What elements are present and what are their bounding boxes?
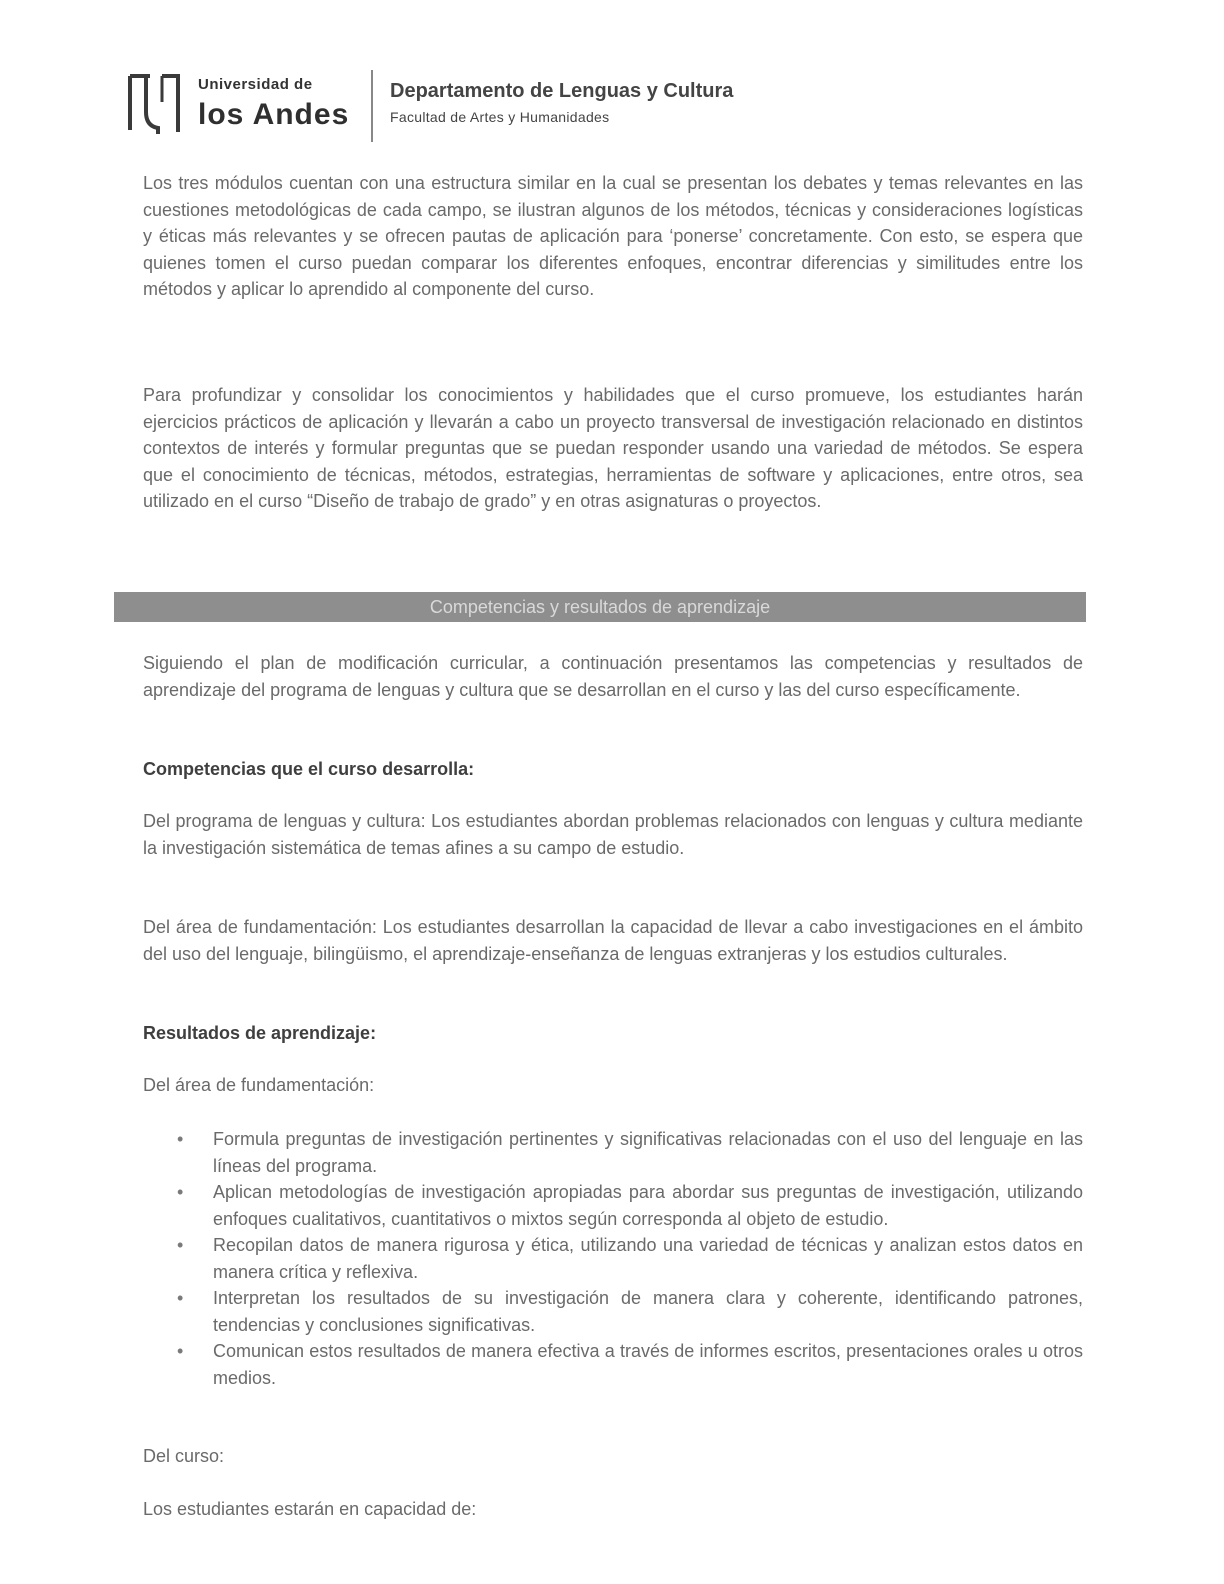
department-name: Departamento de Lenguas y Cultura bbox=[390, 80, 734, 102]
section-band-title: Competencias y resultados de aprendizaje bbox=[114, 592, 1086, 622]
list-item-text: Interpretan los resultados de su investigación de manera clara y coherente, identificando patrones, tendencias y conclusiones significativas. bbox=[213, 1288, 1083, 1335]
paragraph-program-competency: Del programa de lenguas y cultura: Los estudiantes abordan problemas relacionados con lenguas y cultura mediante la investigación sistemática de temas afines a su campo de estudio. bbox=[143, 811, 1083, 858]
list-item-text: Comunican estos resultados de manera efectiva a través de informes escritos, presentaciones orales u otros medios. bbox=[213, 1341, 1083, 1388]
bullet-icon: • bbox=[177, 1288, 184, 1308]
paragraph-area-competency: Del área de fundamentación: Los estudiantes desarrollan la capacidad de llevar a cabo investigaciones en el ámbito del uso del lenguaje, bilingüismo, el aprendizaje-enseñanza de lenguas extranjeras y los estudios culturales. bbox=[143, 917, 1083, 964]
list-item bbox=[143, 1179, 1083, 1232]
faculty-name: Facultad de Artes y Humanidades bbox=[390, 109, 610, 125]
paragraph-course-label: Del curso: bbox=[143, 1446, 225, 1466]
list-item-text: Recopilan datos de manera rigurosa y ética, utilizando una variedad de técnicas y analizan estos datos en manera crítica y reflexiva. bbox=[213, 1235, 1083, 1282]
page-header bbox=[128, 70, 828, 142]
list-item bbox=[143, 1285, 1083, 1338]
paragraph-practice: Para profundizar y consolidar los conocimientos y habilidades que el curso promueve, los estudiantes harán ejercicios prácticos de aplicación y llevarán a cabo un proyecto transversal de investigación relacionado en distintos contextos de interés y formular preguntas que se puedan responder usando una variedad de métodos. Se espera que el conocimiento de técnicas, métodos, estrategias, herramientas de software y aplicaciones, entre otros, sea utilizado en el curso “Diseño de trabajo de grado” y en otras asignaturas o proyectos. bbox=[143, 385, 1083, 511]
department-block bbox=[390, 78, 810, 130]
paragraph-competencies-intro: Siguiendo el plan de modificación curricular, a continuación presentamos las competencias y resultados de aprendizaje del programa de lenguas y cultura que se desarrollan en el curso y las del curso específicamente. bbox=[143, 653, 1083, 700]
list-item-text: Formula preguntas de investigación pertinentes y significativas relacionadas con el uso del lenguaje en las líneas del programa. bbox=[213, 1129, 1083, 1176]
logo-line-2: los Andes bbox=[198, 98, 350, 131]
heading-competencies: Competencias que el curso desarrolla: bbox=[143, 759, 475, 779]
bullet-icon: • bbox=[177, 1341, 184, 1361]
paragraph-area-label: Del área de fundamentación: bbox=[143, 1075, 375, 1095]
outcomes-list bbox=[143, 1126, 1083, 1391]
paragraph-course-capacity: Los estudiantes estarán en capacidad de: bbox=[143, 1499, 477, 1519]
list-item-text: Aplican metodologías de investigación apropiadas para abordar sus preguntas de investigación, utilizando enfoques cualitativos, cuantitativos o mixtos según corresponda al objeto de estudio. bbox=[213, 1182, 1083, 1229]
heading-learning-outcomes: Resultados de aprendizaje: bbox=[143, 1023, 377, 1043]
list-item bbox=[143, 1232, 1083, 1285]
paragraph-modules: Los tres módulos cuentan con una estructura similar en la cual se presentan los debates y temas relevantes en las cuestiones metodológicas de cada campo, se ilustran algunos de los métodos, técnicas y consideraciones logísticas y éticas más relevantes y se ofrecen pautas de aplicación para ‘ponerse’ concretamente. Con esto, se espera que quienes tomen el curso puedan comparar los diferentes enfoques, encontrar diferencias y similitudes entre los métodos y aplicar lo aprendido al componente del curso. bbox=[143, 173, 1083, 299]
bullet-icon: • bbox=[177, 1182, 184, 1202]
university-logo-icon bbox=[128, 72, 180, 136]
list-item bbox=[143, 1126, 1083, 1179]
header-divider bbox=[371, 70, 373, 142]
bullet-icon: • bbox=[177, 1235, 184, 1255]
list-item bbox=[143, 1338, 1083, 1391]
bullet-icon: • bbox=[177, 1129, 184, 1149]
logo-line-1: Universidad de bbox=[198, 76, 313, 93]
